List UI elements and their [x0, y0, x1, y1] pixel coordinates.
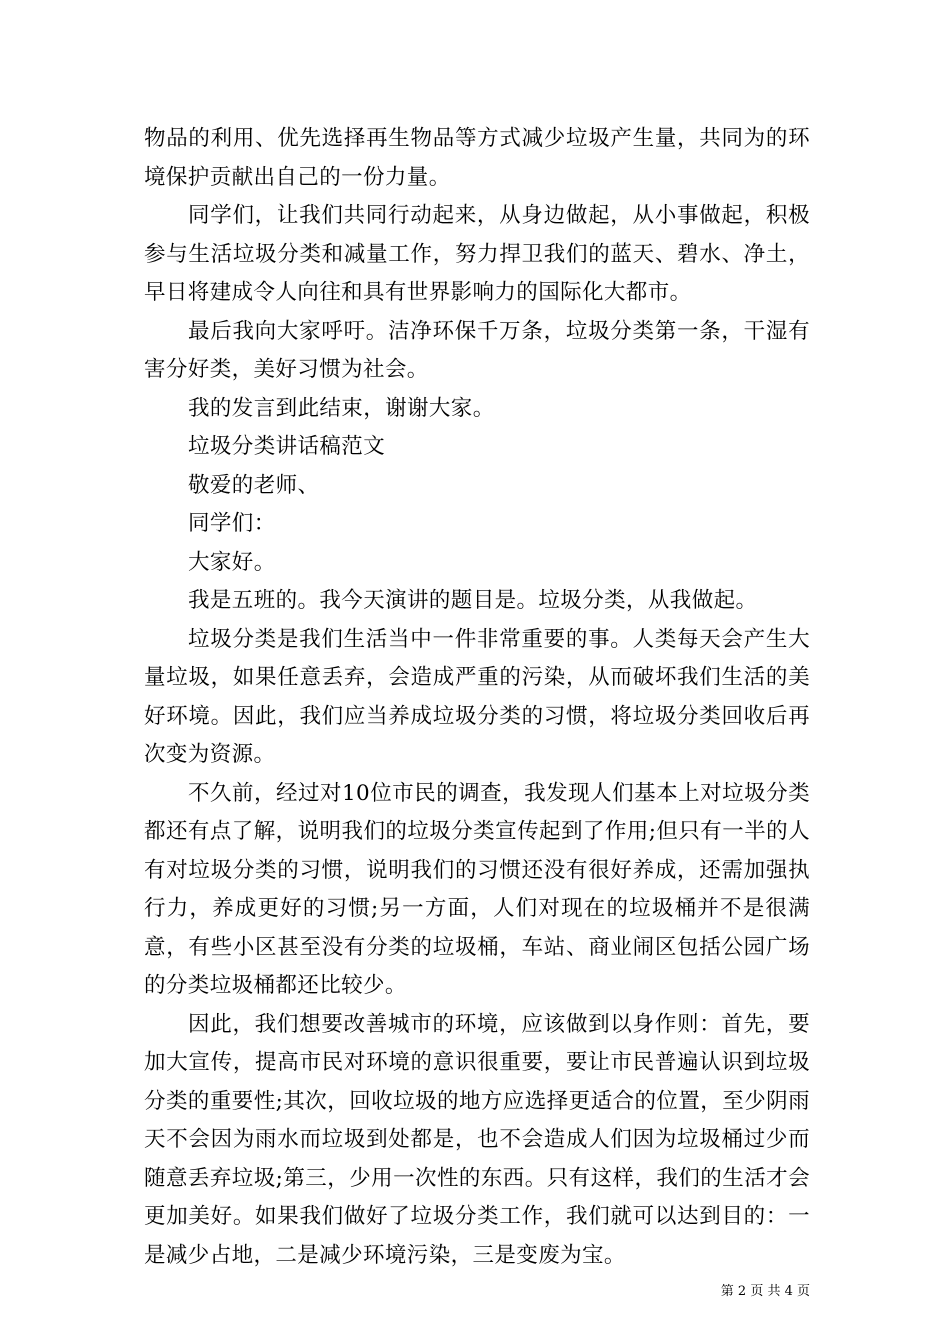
section-title: 垃圾分类讲话稿范文: [188, 434, 386, 459]
paragraph: 物品的利用、优先选择再生物品等方式减少垃圾产生量，共同为的环境保护贡献出自己的一份力量。: [144, 126, 810, 190]
greeting: 大家好。: [188, 549, 276, 575]
paragraph: 我是五班的。我今天演讲的题目是。垃圾分类，从我做起。: [188, 588, 758, 613]
paragraph: 不久前，经过对10位市民的调查，我发现人们基本上对垃圾分类都还有点了解，说明我们的垃圾分类宣传起到了作用;但只有一半的人有对垃圾分类的习惯，说明我们的习惯还没有很好养成，还需加强执行力，养成更好的习惯;另一方面，人们对现在的垃圾桶并不是很满意，有些小区甚至没有分类的垃圾桶，车站、商业闹区包括公园广场的分类垃圾桶都还比较少。: [144, 780, 810, 998]
salutation: 敬爱的老师、: [188, 472, 320, 498]
paragraph: 因此，我们想要改善城市的环境，应该做到以身作则：首先，要加大宣传，提高市民对环境的意识很重要，要让市民普遍认识到垃圾分类的重要性;其次，回收垃圾的地方应选择更适合的位置，至少阴雨天不会因为雨水而垃圾到处都是，也不会造成人们因为垃圾桶过少而随意丢弃垃圾;第三，少用一次性的东西。只有这样，我们的生活才会更加美好。如果我们做好了垃圾分类工作，我们就可以达到目的：一是减少占地，二是减少环境污染，三是变废为宝。: [144, 1011, 810, 1268]
page-number-footer: 第 2 页 共 4 页: [720, 1284, 810, 1299]
paragraph: 最后我向大家呼吁。洁净环保千万条，垃圾分类第一条，干湿有害分好类，美好习惯为社会。: [144, 318, 810, 382]
document-body: [144, 120, 810, 1275]
paragraph: 垃圾分类是我们生活当中一件非常重要的事。人类每天会产生大量垃圾，如果任意丢弃，会造成严重的污染，从而破坏我们生活的美好环境。因此，我们应当养成垃圾分类的习惯，将垃圾分类回收后再次变为资源。: [144, 626, 810, 767]
salutation: 同学们：: [188, 511, 276, 536]
paragraph: 我的发言到此结束，谢谢大家。: [188, 395, 495, 421]
paragraph: 同学们，让我们共同行动起来，从身边做起，从小事做起，积极参与生活垃圾分类和减量工作，努力捍卫我们的蓝天、碧水、净土，早日将建成令人向往和具有世界影响力的国际化大都市。: [144, 203, 810, 305]
